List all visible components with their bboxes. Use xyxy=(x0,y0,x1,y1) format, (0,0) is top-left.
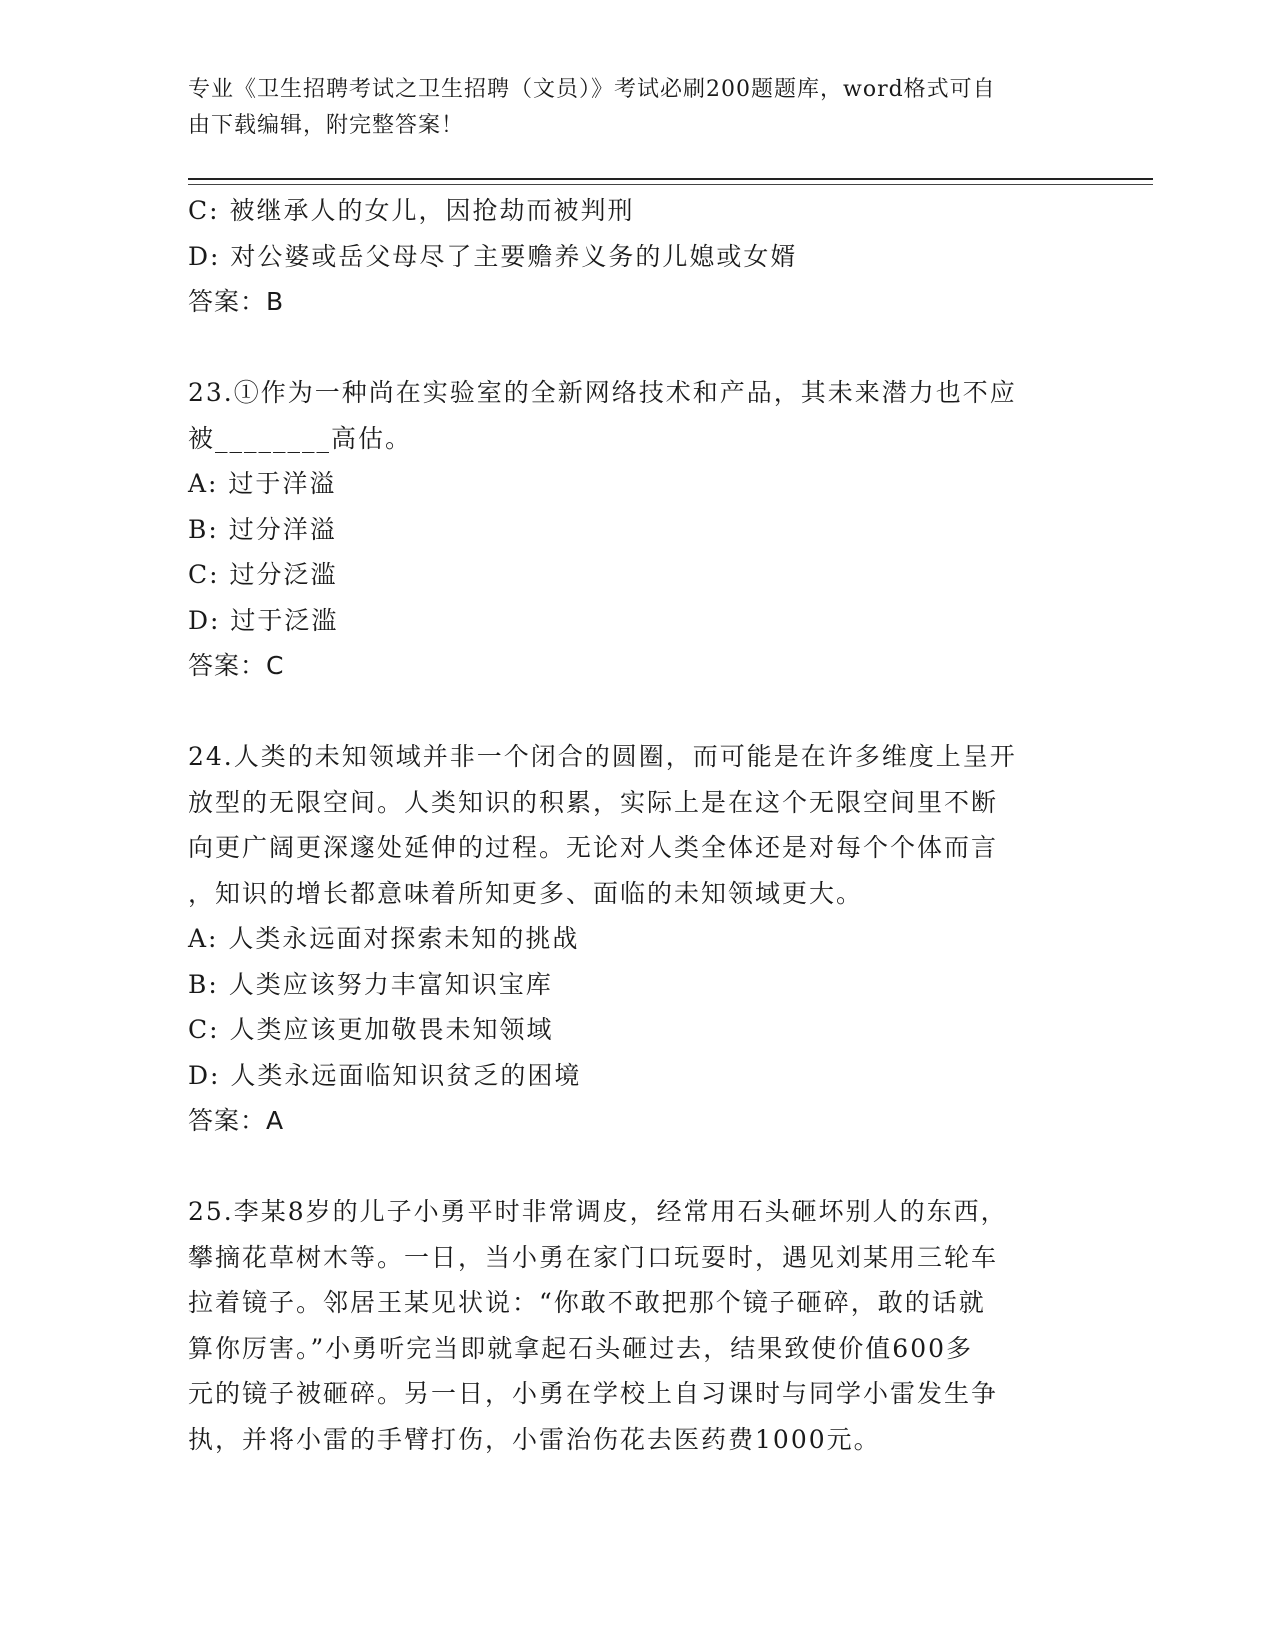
header-line-1: 专业《卫生招聘考试之卫生招聘（文员）》考试必刷200题题库，word格式可自 xyxy=(188,77,996,102)
option-c: C: 被继承人的女儿，因抢劫而被判刑 xyxy=(188,196,635,225)
option-a: A: 过于洋溢 xyxy=(188,469,337,498)
option-d: D: 对公婆或岳父母尽了主要赡养义务的儿媳或女婿 xyxy=(188,241,798,271)
question-stem: 被________高估。 xyxy=(188,423,413,453)
question-content xyxy=(188,188,1088,1462)
question-stem: 24.人类的未知领域并非一个闭合的圆圈，而可能是在许多维度上呈开 xyxy=(188,742,1017,771)
option-d: D: 人类永远面临知识贫乏的困境 xyxy=(188,1060,582,1090)
question-stem: 拉着镜子。邻居王某见状说：“你敢不敢把那个镜子砸碎，敢的话就 xyxy=(188,1288,986,1317)
header-divider-thick xyxy=(188,178,1153,180)
question-stem: 23.①作为一种尚在实验室的全新网络技术和产品，其未来潜力也不应 xyxy=(188,378,1017,407)
question-stem: 放型的无限空间。人类知识的积累，实际上是在这个无限空间里不断 xyxy=(188,787,999,817)
question-23 xyxy=(188,370,1088,689)
header-divider-thin xyxy=(188,184,1153,185)
answer-line: 答案：B xyxy=(188,287,285,316)
option-b: B: 过分洋溢 xyxy=(188,514,337,544)
question-stem: 元的镜子被砸碎。另一日，小勇在学校上自习课时与同学小雷发生争 xyxy=(188,1379,999,1408)
question-stem: 25.李某8岁的儿子小勇平时非常调皮，经常用石头砸坏别人的东西， xyxy=(188,1197,1008,1226)
option-c: C: 过分泛滥 xyxy=(188,560,338,589)
option-a: A: 人类永远面对探索未知的挑战 xyxy=(188,924,580,953)
page-header xyxy=(188,72,1068,144)
answer-line: 答案：A xyxy=(188,1106,285,1135)
answer-line: 答案：C xyxy=(188,651,285,680)
question-stem: 执，并将小雷的手臂打伤，小雷治伤花去医药费1000元。 xyxy=(188,1424,881,1454)
option-c: C: 人类应该更加敬畏未知领域 xyxy=(188,1015,554,1044)
question-22 xyxy=(188,188,1088,325)
question-stem: ，知识的增长都意味着所知更多、面临的未知领域更大。 xyxy=(188,878,864,908)
option-b: B: 人类应该努力丰富知识宝库 xyxy=(188,969,553,999)
question-stem: 向更广阔更深邃处延伸的过程。无论对人类全体还是对每个个体而言 xyxy=(188,833,999,862)
question-stem: 攀摘花草树木等。一日，当小勇在家门口玩耍时，遇见刘某用三轮车 xyxy=(188,1242,999,1272)
question-24 xyxy=(188,734,1088,1144)
question-25 xyxy=(188,1189,1088,1462)
option-d: D: 过于泛滥 xyxy=(188,605,339,635)
question-stem: 算你厉害。”小勇听完当即就拿起石头砸过去，结果致使价值600多 xyxy=(188,1333,974,1363)
header-line-2: 由下载编辑，附完整答案！ xyxy=(188,113,465,138)
